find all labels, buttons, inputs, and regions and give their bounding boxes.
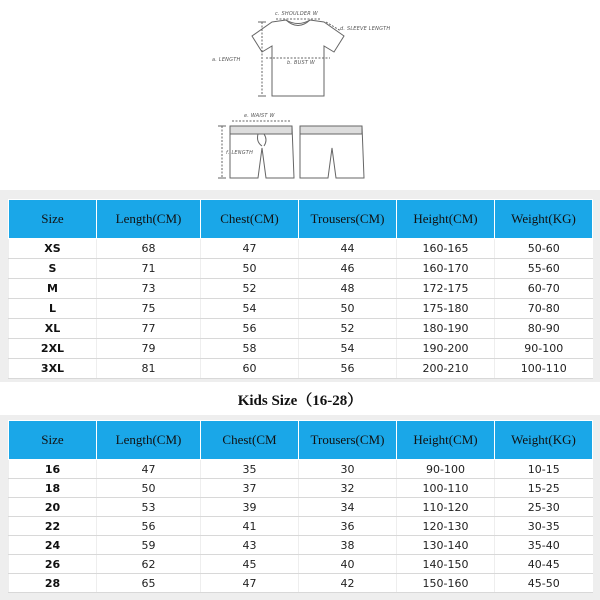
table-cell: 190-200 [397,339,495,359]
table-cell: 75 [97,299,201,319]
table-cell: 79 [97,339,201,359]
table-cell: 46 [299,259,397,279]
shoulder-label: c. SHOULDER W [275,11,318,17]
garment-drawing [0,0,600,180]
table-row [9,536,593,555]
kids-size-title: Kids Size（16-28） [237,393,363,409]
table-cell: 40-45 [495,555,593,574]
table-cell: 140-150 [397,555,495,574]
header-cell: Trousers(CM) [299,200,397,239]
size-cell: 2XL [9,339,97,359]
table-cell: 130-140 [397,536,495,555]
table-cell: 45 [201,555,299,574]
table-cell: 44 [299,239,397,259]
table-cell: 71 [97,259,201,279]
sleeve-label: d. SLEEVE LENGTH [340,26,391,32]
table-row [9,279,593,299]
table-cell: 80-90 [495,319,593,339]
table-cell: 30-35 [495,517,593,536]
table-cell: 39 [201,498,299,517]
waist-label: e. WAIST W [244,113,275,119]
table-cell: 65 [97,574,201,593]
table-cell: 90-100 [397,460,495,479]
size-cell: 26 [9,555,97,574]
header-cell: Height(CM) [397,200,495,239]
table-header-row [9,200,593,239]
size-cell: XL [9,319,97,339]
table-cell: 68 [97,239,201,259]
table-row [9,574,593,593]
size-cell: 22 [9,517,97,536]
table-row [9,460,593,479]
table-cell: 56 [97,517,201,536]
table-cell: 60-70 [495,279,593,299]
header-cell: Weight(KG) [495,421,593,460]
table-cell: 110-120 [397,498,495,517]
table-row [9,517,593,536]
table-cell: 70-80 [495,299,593,319]
table-cell: 47 [201,574,299,593]
table-cell: 30 [299,460,397,479]
table-cell: 25-30 [495,498,593,517]
header-cell: Size [9,421,97,460]
table-cell: 56 [201,319,299,339]
table-row [9,498,593,517]
table-cell: 34 [299,498,397,517]
table-row [9,555,593,574]
table-cell: 40 [299,555,397,574]
table-cell: 81 [97,359,201,379]
table-row [9,259,593,279]
table-cell: 73 [97,279,201,299]
header-cell: Chest(CM) [201,200,299,239]
table-cell: 160-165 [397,239,495,259]
size-cell: 28 [9,574,97,593]
table-cell: 54 [299,339,397,359]
table-cell: 77 [97,319,201,339]
table-row [9,479,593,498]
table-cell: 180-190 [397,319,495,339]
table-cell: 59 [97,536,201,555]
table-cell: 41 [201,517,299,536]
table-cell: 37 [201,479,299,498]
size-cell: XS [9,239,97,259]
kids-size-table [8,420,593,593]
table-cell: 200-210 [397,359,495,379]
table-cell: 47 [201,239,299,259]
table-cell: 58 [201,339,299,359]
table-cell: 90-100 [495,339,593,359]
header-cell: Size [9,200,97,239]
table-row [9,359,593,379]
size-cell: L [9,299,97,319]
size-cell: 20 [9,498,97,517]
header-cell: Length(CM) [97,421,201,460]
table-header-row [9,421,593,460]
table-cell: 50 [299,299,397,319]
table-cell: 53 [97,498,201,517]
size-cell: S [9,259,97,279]
table-cell: 175-180 [397,299,495,319]
table-cell: 50-60 [495,239,593,259]
table-cell: 120-130 [397,517,495,536]
size-cell: 24 [9,536,97,555]
table-cell: 55-60 [495,259,593,279]
table-row [9,339,593,359]
header-cell: Weight(KG) [495,200,593,239]
table-cell: 50 [97,479,201,498]
table-cell: 48 [299,279,397,299]
table-cell: 43 [201,536,299,555]
table-cell: 32 [299,479,397,498]
size-cell: 3XL [9,359,97,379]
table-cell: 35 [201,460,299,479]
table-cell: 62 [97,555,201,574]
table-cell: 54 [201,299,299,319]
trouser-length-label: f. LENGTH [226,150,254,156]
size-cell: M [9,279,97,299]
table-cell: 150-160 [397,574,495,593]
table-cell: 45-50 [495,574,593,593]
table-cell: 100-110 [495,359,593,379]
table-cell: 47 [97,460,201,479]
size-cell: 18 [9,479,97,498]
table-cell: 172-175 [397,279,495,299]
table-cell: 50 [201,259,299,279]
header-cell: Trousers(CM) [299,421,397,460]
table-cell: 35-40 [495,536,593,555]
table-row [9,239,593,259]
header-cell: Height(CM) [397,421,495,460]
table-cell: 60 [201,359,299,379]
table-cell: 38 [299,536,397,555]
header-cell: Length(CM) [97,200,201,239]
table-cell: 52 [299,319,397,339]
length-label: a. LENGTH [212,57,241,63]
table-row [9,319,593,339]
table-row [9,299,593,319]
table-cell: 42 [299,574,397,593]
table-cell: 160-170 [397,259,495,279]
table-cell: 10-15 [495,460,593,479]
table-cell: 56 [299,359,397,379]
header-cell: Chest(CM [201,421,299,460]
table-cell: 36 [299,517,397,536]
measurement-diagram [0,0,600,180]
bust-label: b. BUST W [287,60,316,66]
table-cell: 100-110 [397,479,495,498]
table-cell: 15-25 [495,479,593,498]
adult-size-table [8,199,593,379]
table-cell: 52 [201,279,299,299]
size-cell: 16 [9,460,97,479]
